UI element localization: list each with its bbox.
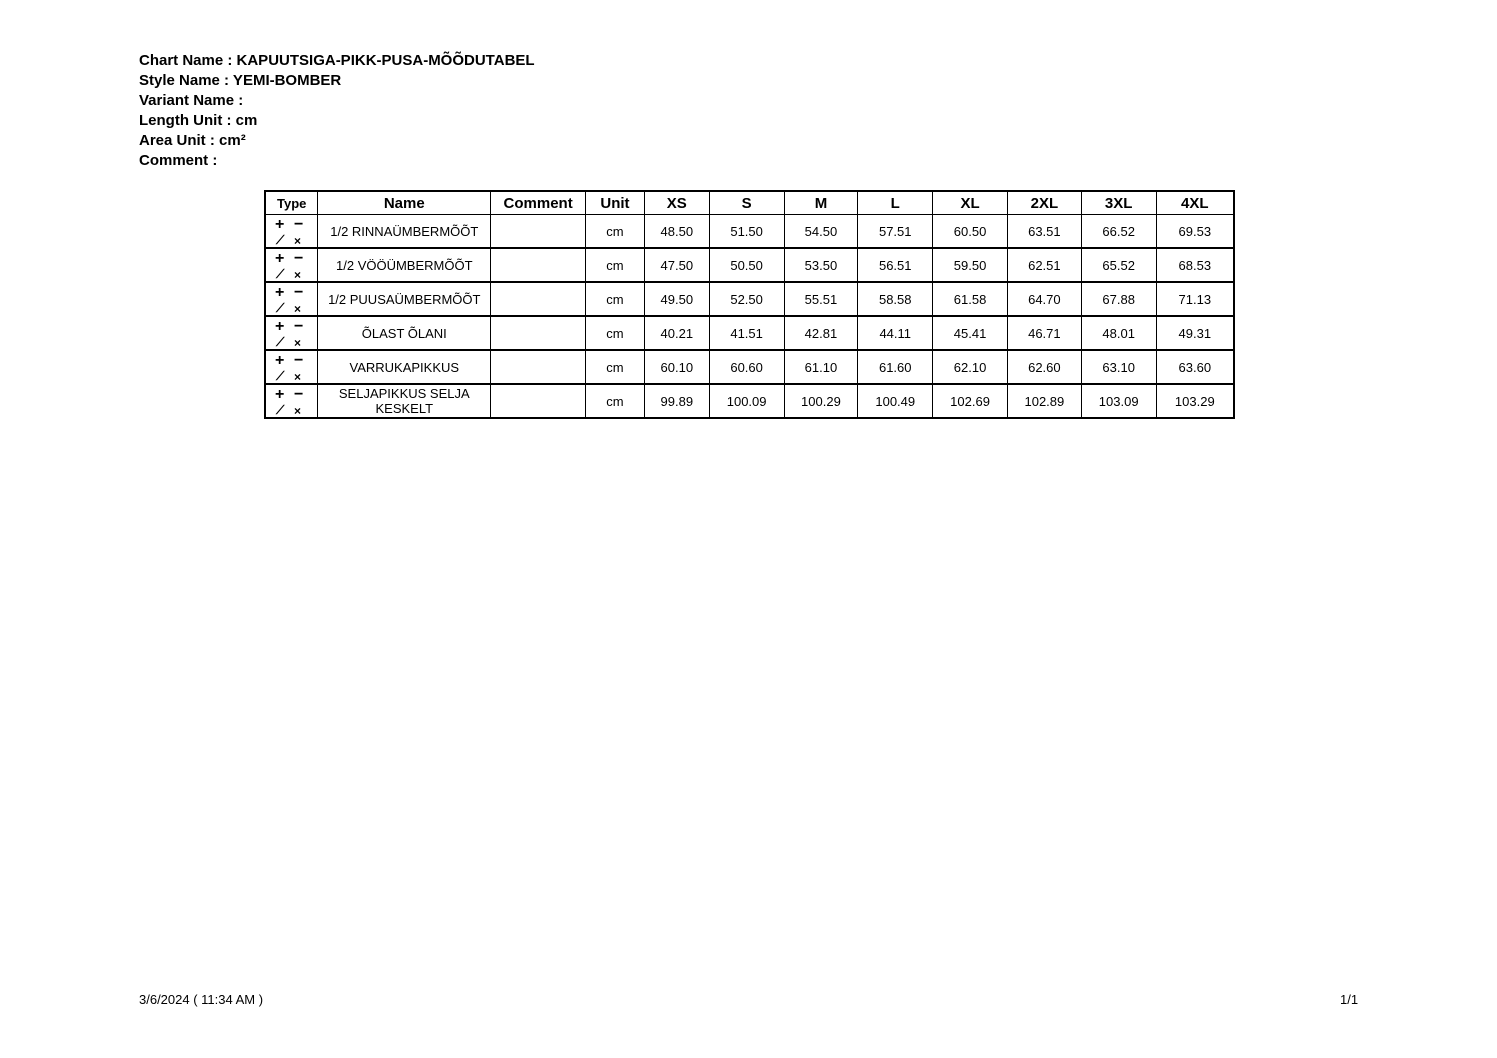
type-cell bbox=[265, 350, 318, 384]
size-value: 46.71 bbox=[1007, 316, 1081, 350]
delete-icon[interactable]: × bbox=[294, 370, 302, 384]
plus-icon[interactable]: + bbox=[275, 216, 285, 233]
size-value: 42.81 bbox=[784, 316, 858, 350]
size-value: 48.50 bbox=[644, 215, 709, 249]
size-value: 56.51 bbox=[858, 248, 933, 282]
measurement-unit: cm bbox=[586, 384, 645, 418]
length-unit: Length Unit : cm bbox=[139, 112, 258, 129]
measurement-unit: cm bbox=[586, 282, 645, 316]
minus-icon[interactable]: − bbox=[294, 318, 304, 335]
size-value: 65.52 bbox=[1081, 248, 1156, 282]
measurement-name: VARRUKAPIKKUS bbox=[318, 350, 491, 384]
minus-icon[interactable]: − bbox=[294, 284, 304, 301]
size-value: 58.58 bbox=[858, 282, 933, 316]
edit-icon[interactable]: ⟋ bbox=[276, 335, 285, 349]
size-value: 57.51 bbox=[858, 215, 933, 249]
type-cell bbox=[265, 248, 318, 282]
size-value: 52.50 bbox=[709, 282, 784, 316]
column-header-xs: XS bbox=[644, 191, 709, 215]
measurement-table bbox=[264, 190, 1235, 419]
size-value: 62.10 bbox=[933, 350, 1008, 384]
size-value: 49.50 bbox=[644, 282, 709, 316]
plus-icon[interactable]: + bbox=[275, 318, 285, 335]
size-value: 59.50 bbox=[933, 248, 1008, 282]
size-value: 63.10 bbox=[1081, 350, 1156, 384]
measurement-name: 1/2 PUUSAÜMBERMÕÕT bbox=[318, 282, 491, 316]
edit-icon[interactable]: ⟋ bbox=[276, 369, 285, 383]
table-row bbox=[265, 316, 1234, 350]
column-header-m: M bbox=[784, 191, 858, 215]
column-header-type: Type bbox=[265, 191, 318, 215]
size-value: 41.51 bbox=[709, 316, 784, 350]
type-cell bbox=[265, 384, 318, 418]
column-header-3xl: 3XL bbox=[1081, 191, 1156, 215]
size-value: 45.41 bbox=[933, 316, 1008, 350]
size-value: 53.50 bbox=[784, 248, 858, 282]
size-value: 100.29 bbox=[784, 384, 858, 418]
plus-icon[interactable]: + bbox=[275, 284, 285, 301]
table-row bbox=[265, 248, 1234, 282]
size-value: 66.52 bbox=[1081, 215, 1156, 249]
table-row bbox=[265, 384, 1234, 418]
size-value: 47.50 bbox=[644, 248, 709, 282]
comment-label: Comment : bbox=[139, 152, 218, 169]
measurement-comment bbox=[491, 316, 586, 350]
size-value: 62.60 bbox=[1007, 350, 1081, 384]
size-value: 60.10 bbox=[644, 350, 709, 384]
column-header-name: Name bbox=[318, 191, 491, 215]
minus-icon[interactable]: − bbox=[294, 250, 304, 267]
measurement-name: SELJAPIKKUS SELJA KESKELT bbox=[318, 384, 491, 418]
type-cell bbox=[265, 282, 318, 316]
table-row bbox=[265, 282, 1234, 316]
plus-icon[interactable]: + bbox=[275, 386, 285, 403]
size-value: 48.01 bbox=[1081, 316, 1156, 350]
edit-icon[interactable]: ⟋ bbox=[276, 267, 285, 281]
table-row bbox=[265, 215, 1234, 249]
type-cell bbox=[265, 316, 318, 350]
size-value: 67.88 bbox=[1081, 282, 1156, 316]
size-value: 103.29 bbox=[1156, 384, 1234, 418]
size-value: 55.51 bbox=[784, 282, 858, 316]
edit-icon[interactable]: ⟋ bbox=[276, 301, 285, 315]
delete-icon[interactable]: × bbox=[294, 234, 302, 248]
column-header-4xl: 4XL bbox=[1156, 191, 1234, 215]
column-header-unit: Unit bbox=[586, 191, 645, 215]
chart-header bbox=[139, 51, 535, 171]
chart-name: Chart Name : KAPUUTSIGA-PIKK-PUSA-MÕÕDUTABEL bbox=[139, 52, 535, 69]
size-value: 60.60 bbox=[709, 350, 784, 384]
size-value: 61.58 bbox=[933, 282, 1008, 316]
size-value: 103.09 bbox=[1081, 384, 1156, 418]
minus-icon[interactable]: − bbox=[294, 386, 304, 403]
measurement-unit: cm bbox=[586, 350, 645, 384]
size-value: 102.69 bbox=[933, 384, 1008, 418]
edit-icon[interactable]: ⟋ bbox=[276, 233, 285, 247]
size-value: 102.89 bbox=[1007, 384, 1081, 418]
size-value: 100.49 bbox=[858, 384, 933, 418]
print-date: 3/6/2024 ( 11:34 AM ) bbox=[139, 992, 264, 1007]
type-cell bbox=[265, 215, 318, 249]
delete-icon[interactable]: × bbox=[294, 336, 302, 350]
plus-icon[interactable]: + bbox=[275, 250, 285, 267]
measurement-name: 1/2 RINNAÜMBERMÕÕT bbox=[318, 215, 491, 249]
size-value: 40.21 bbox=[644, 316, 709, 350]
edit-icon[interactable]: ⟋ bbox=[276, 403, 285, 417]
measurement-name: ÕLAST ÕLANI bbox=[318, 316, 491, 350]
variant-name: Variant Name : bbox=[139, 92, 244, 109]
measurement-comment bbox=[491, 282, 586, 316]
size-value: 60.50 bbox=[933, 215, 1008, 249]
column-header-s: S bbox=[709, 191, 784, 215]
size-value: 63.60 bbox=[1156, 350, 1234, 384]
size-value: 49.31 bbox=[1156, 316, 1234, 350]
delete-icon[interactable]: × bbox=[294, 302, 302, 316]
size-value: 63.51 bbox=[1007, 215, 1081, 249]
table-row bbox=[265, 350, 1234, 384]
measurement-name: 1/2 VÖÖÜMBERMÕÕT bbox=[318, 248, 491, 282]
measurement-comment bbox=[491, 384, 586, 418]
area-unit: Area Unit : cm² bbox=[139, 132, 246, 149]
minus-icon[interactable]: − bbox=[294, 352, 304, 369]
column-header-xl: XL bbox=[933, 191, 1008, 215]
size-value: 62.51 bbox=[1007, 248, 1081, 282]
size-value: 54.50 bbox=[784, 215, 858, 249]
column-header-comment: Comment bbox=[491, 191, 586, 215]
plus-icon[interactable]: + bbox=[275, 352, 285, 369]
size-value: 100.09 bbox=[709, 384, 784, 418]
size-value: 69.53 bbox=[1156, 215, 1234, 249]
style-name: Style Name : YEMI-BOMBER bbox=[139, 72, 342, 89]
column-header-l: L bbox=[858, 191, 933, 215]
minus-icon[interactable]: − bbox=[294, 216, 304, 233]
size-value: 44.11 bbox=[858, 316, 933, 350]
header-row bbox=[265, 191, 1234, 215]
measurement-comment bbox=[491, 248, 586, 282]
size-value: 71.13 bbox=[1156, 282, 1234, 316]
size-value: 61.60 bbox=[858, 350, 933, 384]
size-value: 68.53 bbox=[1156, 248, 1234, 282]
size-value: 51.50 bbox=[709, 215, 784, 249]
measurement-unit: cm bbox=[586, 316, 645, 350]
measurement-unit: cm bbox=[586, 215, 645, 249]
size-value: 99.89 bbox=[644, 384, 709, 418]
page-number: 1/1 bbox=[1340, 992, 1359, 1007]
size-value: 64.70 bbox=[1007, 282, 1081, 316]
measurement-unit: cm bbox=[586, 248, 645, 282]
measurement-comment bbox=[491, 215, 586, 249]
delete-icon[interactable]: × bbox=[294, 404, 302, 418]
column-header-2xl: 2XL bbox=[1007, 191, 1081, 215]
delete-icon[interactable]: × bbox=[294, 268, 302, 282]
size-value: 61.10 bbox=[784, 350, 858, 384]
size-value: 50.50 bbox=[709, 248, 784, 282]
measurement-comment bbox=[491, 350, 586, 384]
